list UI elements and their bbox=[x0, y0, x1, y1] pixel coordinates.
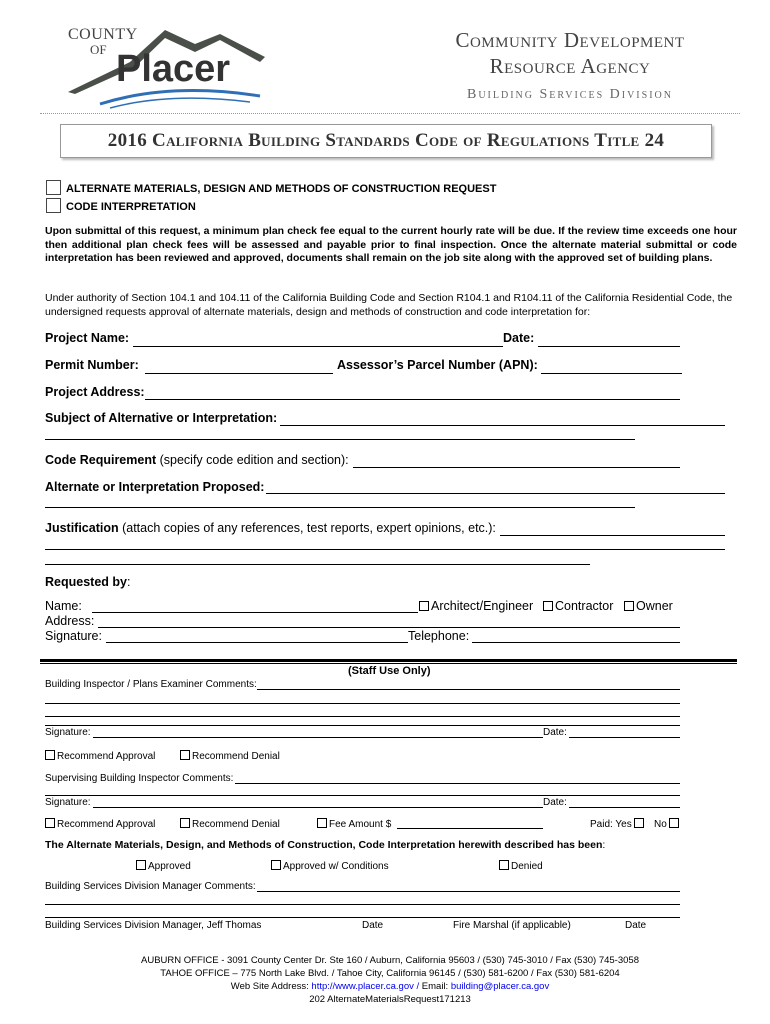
contractor-label: Contractor bbox=[555, 599, 614, 613]
inspector-comments-line3[interactable] bbox=[45, 716, 680, 717]
address-label: Address: bbox=[45, 614, 95, 628]
staff-date-label: Date: bbox=[543, 727, 567, 738]
alt-materials-checkbox[interactable] bbox=[46, 180, 61, 195]
logo-county-text: COUNTY bbox=[68, 26, 138, 43]
alt-proposed-label: Alternate or Interpretation Proposed: bbox=[45, 480, 265, 494]
date-field[interactable] bbox=[538, 346, 680, 347]
sup-recommend-approval-label: Recommend Approval bbox=[57, 819, 156, 830]
justification-note: (attach copies of any references, test reports, expert opinions, etc.): bbox=[118, 521, 496, 535]
final-statement-bold: The Alternate Materials, Design, and Methods of Construction, Code Interpretation herewith described has been bbox=[45, 839, 603, 851]
denied-option[interactable] bbox=[499, 860, 543, 872]
project-name-label: Project Name: bbox=[45, 331, 130, 345]
inspector-comments-line2[interactable] bbox=[45, 703, 680, 704]
footer-form-id: 202 AlternateMaterialsRequest171213 bbox=[309, 994, 471, 1005]
code-requirement-label bbox=[45, 453, 349, 467]
justification-field[interactable] bbox=[500, 535, 725, 536]
staff-heading: (Staff Use Only) bbox=[348, 665, 431, 677]
sup-recommend-approval-option[interactable] bbox=[45, 818, 155, 830]
sup-recommend-denial-option[interactable] bbox=[180, 818, 280, 830]
code-requirement-bold: Code Requirement bbox=[45, 453, 157, 467]
paid-yes-text: Paid: Yes bbox=[590, 819, 632, 830]
logo-of-text: OF bbox=[90, 42, 107, 57]
justification-field-line3[interactable] bbox=[45, 564, 590, 565]
approved-conditions-label: Approved w/ Conditions bbox=[283, 861, 389, 872]
subject-field-line2[interactable] bbox=[45, 439, 635, 440]
staff-signature-field[interactable] bbox=[93, 737, 543, 738]
project-address-label: Project Address: bbox=[45, 385, 145, 399]
final-statement bbox=[45, 839, 605, 851]
inspector-comments-line4[interactable] bbox=[45, 725, 680, 726]
contractor-checkbox[interactable] bbox=[543, 601, 553, 611]
approved-label: Approved bbox=[148, 861, 191, 872]
permit-number-field[interactable] bbox=[145, 373, 333, 374]
permit-number-label: Permit Number: bbox=[45, 358, 139, 372]
logo-placer-text: Placer bbox=[116, 48, 231, 90]
justification-label bbox=[45, 521, 496, 535]
denied-label: Denied bbox=[511, 861, 543, 872]
recommend-approval-label: Recommend Approval bbox=[57, 751, 156, 762]
sup-recommend-denial-checkbox[interactable] bbox=[180, 818, 190, 828]
agency-line1: Community Development bbox=[455, 28, 685, 52]
footer-email-label: Email: bbox=[421, 981, 451, 992]
code-interp-checkbox[interactable] bbox=[46, 198, 61, 213]
alt-proposed-field[interactable] bbox=[266, 493, 725, 494]
final-statement-colon: : bbox=[602, 839, 606, 851]
supervisor-signature-field[interactable] bbox=[93, 807, 543, 808]
apn-field[interactable] bbox=[541, 373, 682, 374]
apn-label: Assessor’s Parcel Number (APN): bbox=[337, 358, 538, 372]
footer-web-link[interactable]: http://www.placer.ca.gov / bbox=[311, 981, 422, 992]
form-title: 2016 California Building Standards Code of Regulations Title 24 bbox=[107, 130, 665, 151]
recommend-denial-label: Recommend Denial bbox=[192, 751, 280, 762]
footer-auburn: AUBURN OFFICE - 3091 County Center Dr. Ste 160 / Auburn, California 95603 / (530) 745-3010 / Fax (530) 745-3058 bbox=[141, 955, 639, 966]
manager-comments-label: Building Services Division Manager Comments: bbox=[45, 881, 256, 892]
staff-divider bbox=[40, 659, 737, 662]
sup-recommend-denial-label: Recommend Denial bbox=[192, 819, 280, 830]
staff-divider-thin bbox=[40, 663, 737, 664]
fee-amount-label: Fee Amount $ bbox=[329, 819, 392, 830]
staff-date-field[interactable] bbox=[569, 737, 680, 738]
name-label: Name: bbox=[45, 599, 82, 613]
manager-signature-line[interactable] bbox=[45, 917, 680, 918]
alt-proposed-field-line2[interactable] bbox=[45, 507, 635, 508]
code-requirement-field[interactable] bbox=[353, 467, 680, 468]
fire-marshal-date-label: Date bbox=[625, 920, 647, 931]
footer-web-label: Web Site Address: bbox=[230, 981, 312, 992]
inspector-comments-label: Building Inspector / Plans Examiner Comments: bbox=[45, 679, 257, 690]
subject-field[interactable] bbox=[280, 425, 725, 426]
manager-comments-line2[interactable] bbox=[45, 904, 680, 905]
fee-amount-field[interactable] bbox=[397, 828, 543, 829]
owner-label: Owner bbox=[636, 599, 673, 613]
paid-no-text: No bbox=[654, 819, 667, 830]
supervising-comments-field[interactable] bbox=[235, 783, 680, 784]
manager-sig-label: Building Services Division Manager, Jeff Thomas bbox=[45, 920, 262, 931]
owner-option[interactable] bbox=[624, 599, 673, 613]
denied-checkbox[interactable] bbox=[499, 860, 509, 870]
project-name-field[interactable] bbox=[133, 346, 503, 347]
footer-email-link[interactable]: building@placer.ca.gov bbox=[450, 981, 550, 992]
fee-amount-option[interactable] bbox=[317, 818, 391, 830]
approved-checkbox[interactable] bbox=[136, 860, 146, 870]
approved-conditions-option[interactable] bbox=[271, 860, 389, 872]
recommend-denial-checkbox[interactable] bbox=[180, 750, 190, 760]
architect-label: Architect/Engineer bbox=[431, 599, 534, 613]
subject-label: Subject of Alternative or Interpretation: bbox=[45, 411, 278, 425]
address-field[interactable] bbox=[98, 627, 680, 628]
form-title-box bbox=[60, 124, 712, 158]
justification-bold: Justification bbox=[45, 521, 119, 535]
architect-checkbox[interactable] bbox=[419, 601, 429, 611]
supervising-comments-label: Supervising Building Inspector Comments: bbox=[45, 773, 234, 784]
name-field[interactable] bbox=[92, 612, 418, 613]
requested-by-bold: Requested by bbox=[45, 575, 127, 589]
owner-checkbox[interactable] bbox=[624, 601, 634, 611]
requested-by-heading bbox=[45, 575, 130, 589]
requested-by-colon: : bbox=[126, 575, 131, 589]
project-address-field[interactable] bbox=[145, 399, 680, 400]
manager-comments-field[interactable] bbox=[257, 891, 680, 892]
agency-line2: Resource Agency bbox=[489, 54, 651, 78]
submittal-notice: Upon submittal of this request, a minimum plan check fee equal to the current hourly rate will be due. If the review time exceeds one hour then additional plan check fees will be assessed and payable prior to final inspection. Once the alternate material submittal or code interpretation has been reviewed and approved, documents shall remain on the job site along with the approved set of building plans. bbox=[45, 225, 737, 264]
alt-materials-label: ALTERNATE MATERIALS, DESIGN AND METHODS OF CONSTRUCTION REQUEST bbox=[66, 183, 497, 195]
code-requirement-note: (specify code edition and section): bbox=[156, 453, 349, 467]
signature-field[interactable] bbox=[106, 642, 408, 643]
architect-option[interactable] bbox=[419, 599, 533, 613]
footer-web bbox=[40, 981, 740, 992]
supervising-comments-line2[interactable] bbox=[45, 795, 680, 796]
contractor-option[interactable] bbox=[543, 599, 613, 613]
recommend-approval-option[interactable] bbox=[45, 750, 155, 762]
code-interp-label: CODE INTERPRETATION bbox=[66, 201, 196, 213]
header-divider bbox=[40, 113, 740, 114]
supervisor-date-label: Date: bbox=[543, 797, 567, 808]
inspector-comments-field[interactable] bbox=[257, 689, 680, 690]
telephone-label: Telephone: bbox=[408, 629, 470, 643]
date-label: Date: bbox=[503, 331, 535, 345]
paid-no-label[interactable] bbox=[654, 818, 681, 830]
fee-amount-checkbox[interactable] bbox=[317, 818, 327, 828]
manager-date-label: Date bbox=[362, 920, 384, 931]
sup-recommend-approval-checkbox[interactable] bbox=[45, 818, 55, 828]
supervisor-date-field[interactable] bbox=[569, 807, 680, 808]
staff-signature-label: Signature: bbox=[45, 727, 91, 738]
justification-field-line2[interactable] bbox=[45, 549, 725, 550]
agency-division: Building Services Division bbox=[467, 87, 673, 102]
telephone-field[interactable] bbox=[472, 642, 680, 643]
recommend-denial-option[interactable] bbox=[180, 750, 280, 762]
paid-yes-checkbox[interactable] bbox=[634, 818, 644, 828]
fire-marshal-label: Fire Marshal (if applicable) bbox=[453, 920, 571, 931]
paid-yes-label[interactable] bbox=[590, 818, 646, 830]
approved-conditions-checkbox[interactable] bbox=[271, 860, 281, 870]
recommend-approval-checkbox[interactable] bbox=[45, 750, 55, 760]
signature-label: Signature: bbox=[45, 629, 102, 643]
authority-text: Under authority of Section 104.1 and 104.11 of the California Building Code and Section R104.1 and R104.11 of the California Residential Code, the undersigned requests approval of alternate materials, design and methods of construction and code interpretation for: bbox=[45, 292, 733, 318]
paid-no-checkbox[interactable] bbox=[669, 818, 679, 828]
footer-tahoe: TAHOE OFFICE – 775 North Lake Blvd. / Tahoe City, California 96145 / (530) 581-6200 / Fax (530) 581-6204 bbox=[160, 968, 620, 979]
approved-option[interactable] bbox=[136, 860, 191, 872]
supervisor-signature-label: Signature: bbox=[45, 797, 91, 808]
